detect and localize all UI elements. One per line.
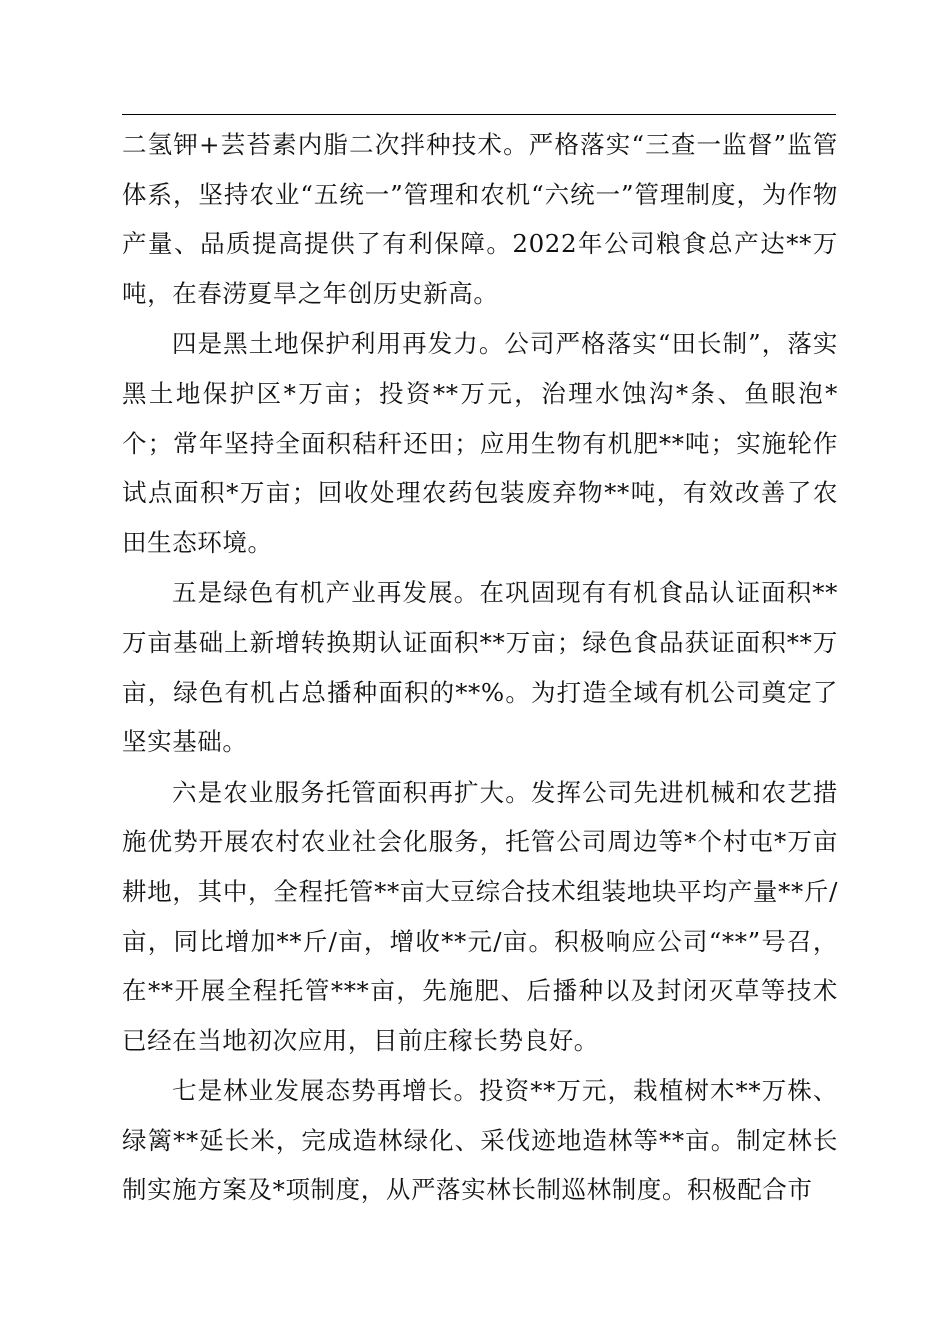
paragraph-forestry-development: 七是林业发展态势再增长。投资**万元，栽植树木**万株、绿篱**延长米，完成造林绿化、采伐迹地造林等**亩。制定林长制实施方案及*项制度，从严落实林长制巡林制度。积极配合市 — [122, 1076, 838, 1205]
paragraph-continuation: 二氢钾+芸苔素内脂二次拌种技术。严格落实“三查一监督”监管体系，坚持农业“五统一”管理和农机“六统一”管理制度，为作物产量、品质提高提供了有利保障。2022年公司粮食总产达**万吨，在春涝夏旱之年创历史新高。 — [122, 130, 838, 308]
paragraph-black-soil-protection: 四是黑土地保护利用再发力。公司严格落实“田长制”，落实黑土地保护区*万亩；投资**万元，治理水蚀沟*条、鱼眼泡*个；常年坚持全面积秸秆还田；应用生物有机肥**吨；实施轮作试点面积*万亩；回收处理农药包装废弃物**吨，有效改善了农田生态环境。 — [122, 329, 838, 557]
header-rule — [122, 114, 836, 115]
document-body — [122, 120, 838, 1216]
paragraph-green-organic-industry: 五是绿色有机产业再发展。在巩固现有有机食品认证面积**万亩基础上新增转换期认证面积**万亩；绿色食品获证面积**万亩，绿色有机占总播种面积的**%。为打造全域有机公司奠定了坚实基础。 — [122, 578, 838, 757]
paragraph-agricultural-service-trusteeship: 六是农业服务托管面积再扩大。发挥公司先进机械和农艺措施优势开展农村农业社会化服务，托管公司周边等*个村屯*万亩耕地，其中，全程托管**亩大豆综合技术组装地块平均产量**斤/亩，同比增加**斤/亩，增收**元/亩。积极响应公司“**”号召，在**开展全程托管***亩，先施肥、后播种以及封闭灭草等技术已经在当地初次应用，目前庄稼长势良好。 — [122, 777, 838, 1055]
